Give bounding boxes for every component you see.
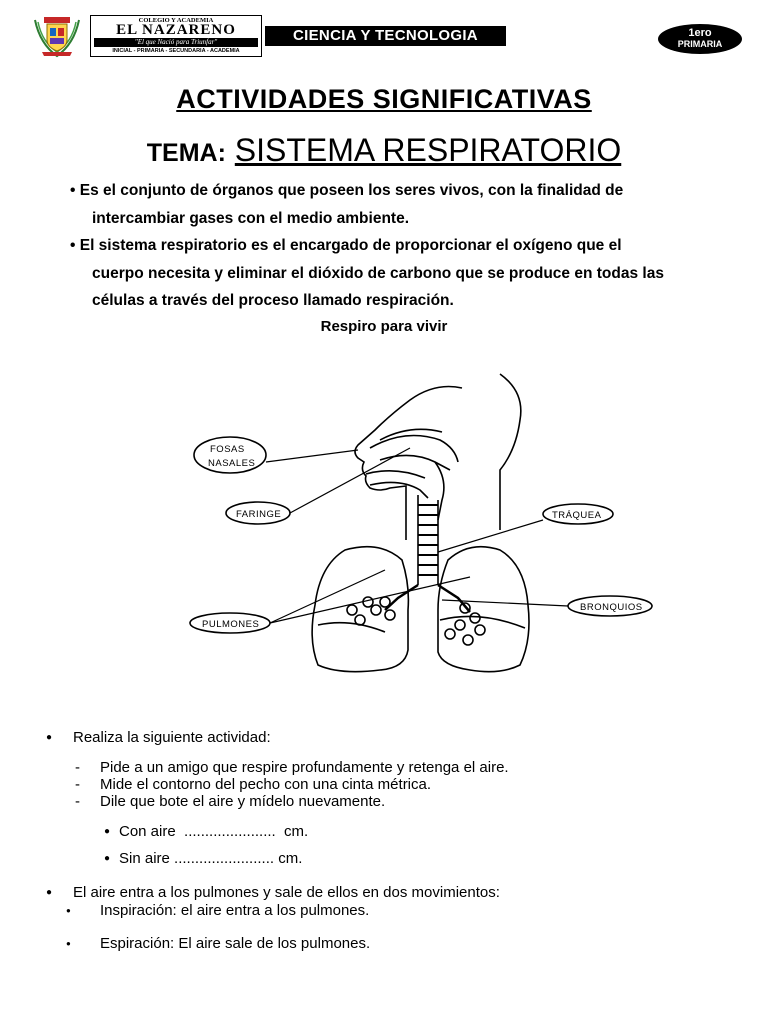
bullet-icon: ● bbox=[104, 853, 111, 864]
face-outline bbox=[355, 387, 462, 541]
bullet-icon: • bbox=[70, 237, 80, 254]
school-levels: INICIAL - PRIMARIA - SECUNDARIA - ACADEMIA bbox=[112, 48, 240, 54]
label-faringe: FARINGE bbox=[236, 509, 282, 520]
back-of-head-outline bbox=[500, 374, 521, 530]
bullet-icon: ● bbox=[66, 906, 71, 915]
movements-intro: El aire entra a los pulmones y sale de ellos en dos movimientos: bbox=[73, 884, 500, 901]
movement-item: Inspiración: el aire entra a los pulmones. bbox=[100, 902, 370, 919]
dash-icon: - bbox=[75, 776, 80, 793]
topic-value: SISTEMA RESPIRATORIO bbox=[234, 132, 622, 168]
intro-item bbox=[70, 177, 710, 232]
school-name: EL NAZARENO bbox=[116, 22, 236, 38]
label-traquea: TRÁQUEA bbox=[552, 510, 602, 521]
intro-item bbox=[70, 232, 710, 315]
activity-step: Dile que bote el aire y mídelo nuevamente. bbox=[100, 793, 386, 810]
intro-text: células a través del proceso llamado respiración. bbox=[92, 292, 454, 309]
school-top-label: COLEGIO Y ACADEMIA bbox=[138, 17, 214, 24]
topic-heading bbox=[0, 132, 768, 169]
respiratory-system-diagram bbox=[180, 370, 670, 710]
intro-text: cuerpo necesita y eliminar el dióxido de carbono que se produce en todas las bbox=[92, 264, 664, 282]
bullet-icon: • bbox=[70, 182, 80, 199]
movement-item: Espiración: El aire sale de los pulmones. bbox=[100, 935, 371, 952]
intro-text: Es el conjunto de órganos que poseen los seres vivos, con la finalidad de bbox=[79, 182, 624, 199]
grade-number: 1ero bbox=[688, 27, 712, 39]
label-bronquios: BRONQUIOS bbox=[580, 602, 643, 613]
activity-step: Pide a un amigo que respire profundamente y retenga el aire. bbox=[100, 759, 509, 776]
activity-intro: Realiza la siguiente actividad: bbox=[73, 729, 271, 746]
bullet-icon: ● bbox=[104, 826, 111, 837]
right-lung-outline bbox=[438, 547, 529, 672]
intro-text: intercambiar gases con el medio ambiente. bbox=[92, 209, 410, 227]
left-lung-outline bbox=[312, 547, 408, 672]
school-logo bbox=[90, 15, 262, 57]
grade-badge bbox=[658, 24, 742, 54]
school-motto: "El que Nació para Triunfar" bbox=[94, 38, 258, 47]
measure-without-air: Sin aire ........................ cm. bbox=[119, 850, 303, 867]
school-crest-icon bbox=[32, 14, 82, 58]
page-title: ACTIVIDADES SIGNIFICATIVAS bbox=[176, 84, 592, 114]
grade-level: PRIMARIA bbox=[677, 39, 723, 49]
label-fosas-line2: NASALES bbox=[208, 458, 256, 469]
dash-icon: - bbox=[75, 759, 80, 776]
dash-icon: - bbox=[75, 793, 80, 810]
measure-with-air: Con aire ...................... cm. bbox=[119, 823, 309, 840]
bullet-icon: ● bbox=[66, 939, 71, 948]
intro-text: El sistema respiratorio es el encargado de proporcionar el oxígeno que el bbox=[79, 237, 622, 254]
topic-label: TEMA: bbox=[146, 139, 226, 167]
label-pulmones: PULMONES bbox=[202, 619, 260, 630]
diagram-caption: Respiro para vivir bbox=[320, 318, 448, 335]
label-fosas-line1: FOSAS bbox=[210, 444, 245, 455]
subject-banner: CIENCIA Y TECNOLOGIA bbox=[265, 26, 506, 46]
bullet-icon: ● bbox=[46, 887, 53, 898]
activity-step: Mide el contorno del pecho con una cinta métrica. bbox=[100, 776, 432, 793]
bullet-icon: ● bbox=[46, 732, 53, 743]
